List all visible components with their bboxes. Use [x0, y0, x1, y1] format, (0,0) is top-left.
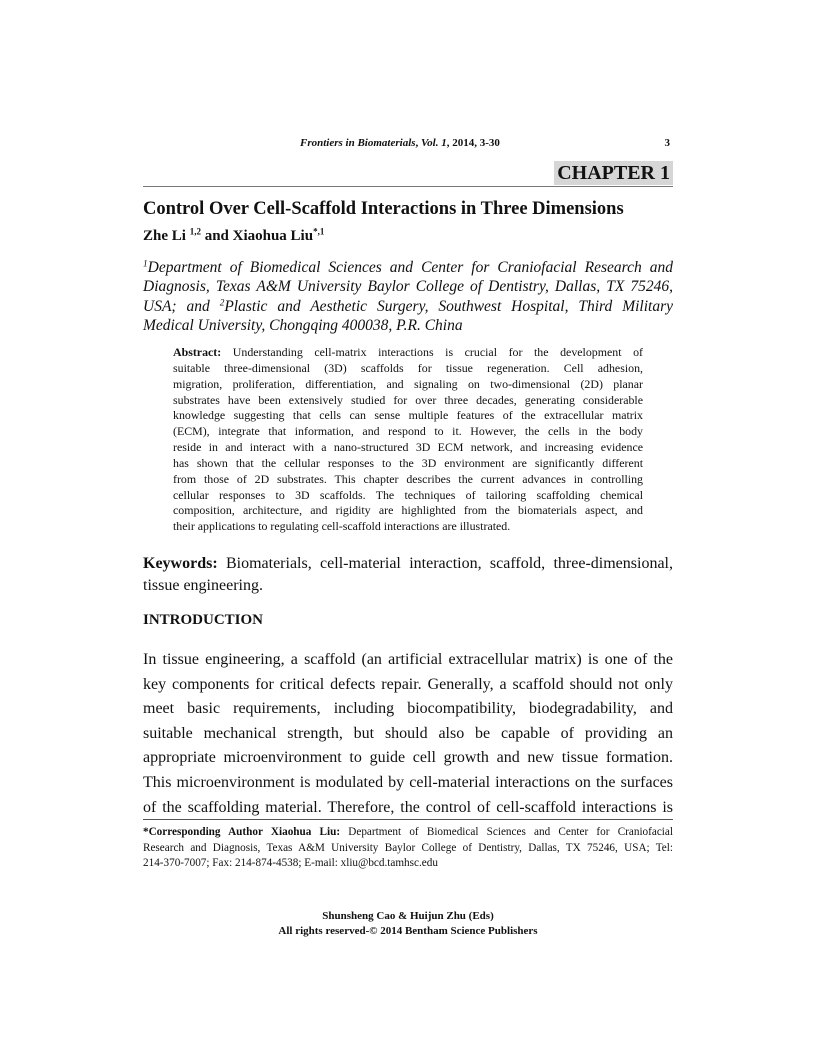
footnote-line [143, 825, 673, 841]
abstract-line: reside in and interact with a nano-structured 3D ECM network, and increasing evidence [173, 440, 643, 455]
affil-sup: 2 [219, 298, 225, 309]
keywords-text: Biomaterials, cell-material interaction, scaffold, three-dimensional, [217, 555, 673, 572]
body-line: This microenvironment is modulated by cell-material interactions on the surfaces [143, 773, 673, 791]
abstract-line: their applications to regulating cell-scaffold interactions are illustrated. [173, 519, 511, 534]
affiliations [143, 258, 673, 335]
year-pages: , 2014, 3-30 [446, 137, 500, 149]
chapter-label: CHAPTER 1 [554, 161, 673, 185]
header-rule [143, 186, 673, 187]
abstract-line: migration, proliferation, differentiation, and signaling on two-dimensional (2D) planar [173, 376, 643, 391]
footnote-label: *Corresponding Author Xiaohua Liu: [143, 826, 341, 838]
abstract-line: from those of 2D substrates. This chapter describes the current advances in controlling [173, 471, 643, 486]
keywords-line [143, 553, 673, 575]
journal-name: Frontiers in Biomaterials [300, 137, 416, 149]
body-text [143, 648, 673, 820]
section-heading: INTRODUCTION [143, 612, 264, 628]
abstract-text: Understanding cell-matrix interactions is crucial for the development of [221, 345, 643, 359]
page-footer [0, 909, 816, 939]
body-line: of the scaffolding material. Therefore, the control of cell-scaffold interactions is [143, 798, 673, 816]
abstract-line: suitable three-dimensional (3D) scaffolds for tissue regeneration. Cell adhesion, [173, 360, 643, 375]
affil-line: Medical University, Chongqing 400038, P.R. China [143, 316, 463, 334]
affil-sup: 1 [143, 259, 148, 270]
author-2: and Xiaohua Liu [200, 228, 314, 244]
abstract-line: (ECM), integrate that information, and respond to it. However, the cells in the body [173, 424, 643, 439]
body-line: appropriate microenvironment to guide cell growth and new tissue formation. [143, 749, 673, 767]
copyright: All rights reserved-© 2014 Bentham Science Publishers [278, 925, 538, 937]
author-2-affil: *,1 [313, 226, 325, 237]
abstract [173, 345, 643, 535]
body-line: key components for critical defects repair. Generally, a scaffold should not only [143, 675, 673, 693]
chapter-title: Control Over Cell-Scaffold Interactions in Three Dimensions [143, 199, 624, 219]
body-line: In tissue engineering, a scaffold (an artificial extracellular matrix) is one of the [143, 651, 673, 668]
footnote-line: Research and Diagnosis, Texas A&M University Baylor College of Dentistry, Dallas, TX 75246, USA; Tel: [143, 841, 673, 854]
affil-text: USA; and [143, 297, 220, 315]
affil-text: Department of Biomedical Sciences and Center for Craniofacial Research and [147, 259, 673, 276]
journal-citation [300, 137, 500, 149]
affil-line [143, 258, 673, 277]
sep: , [415, 137, 422, 149]
abstract-line: has shown that the cellular responses to the 3D environment are significantly different [173, 455, 643, 470]
body-line: meet basic requirements, including biocompatibility, biodegradability, and [143, 700, 673, 718]
abstract-line: substrates have been extensively studied for over three decades, generating considerable [173, 392, 643, 407]
page-number: 3 [664, 137, 670, 149]
abstract-line: composition, architecture, and rigidity are highlighted from the biomaterials aspect, and [173, 503, 643, 518]
abstract-line [173, 345, 643, 361]
affil-line: Diagnosis, Texas A&M University Baylor College of Dentistry, Dallas, TX 75246, [143, 278, 673, 296]
footnote-text: Department of Biomedical Sciences and Center for Craniofacial [340, 826, 673, 838]
footnote [143, 825, 673, 872]
footnote-rule [143, 819, 673, 820]
author-1: Zhe Li [143, 228, 190, 244]
authors [143, 228, 324, 245]
editors: Shunsheng Cao & Huijun Zhu (Eds) [322, 910, 494, 922]
footnote-line: 214-370-7007; Fax: 214-874-4538; E-mail: xliu@bcd.tamhsc.edu [143, 857, 438, 869]
affil-text: Plastic and Aesthetic Surgery, Southwest Hospital, Third Military [224, 297, 673, 315]
abstract-line: knowledge suggesting that cells can sense multiple features of the extracellular matrix [173, 408, 643, 423]
keywords [143, 553, 673, 597]
author-1-affil: 1,2 [189, 226, 201, 237]
keywords-label: Keywords: [143, 555, 218, 572]
body-line: suitable mechanical strength, but should also be capable of providing an [143, 724, 673, 742]
abstract-label: Abstract: [173, 345, 222, 359]
volume: Vol. 1 [421, 137, 447, 149]
affil-line [143, 297, 673, 316]
abstract-line: cellular responses to 3D scaffolds. The techniques of tailoring scaffolding chemical [173, 487, 643, 502]
keywords-line: tissue engineering. [143, 577, 263, 594]
